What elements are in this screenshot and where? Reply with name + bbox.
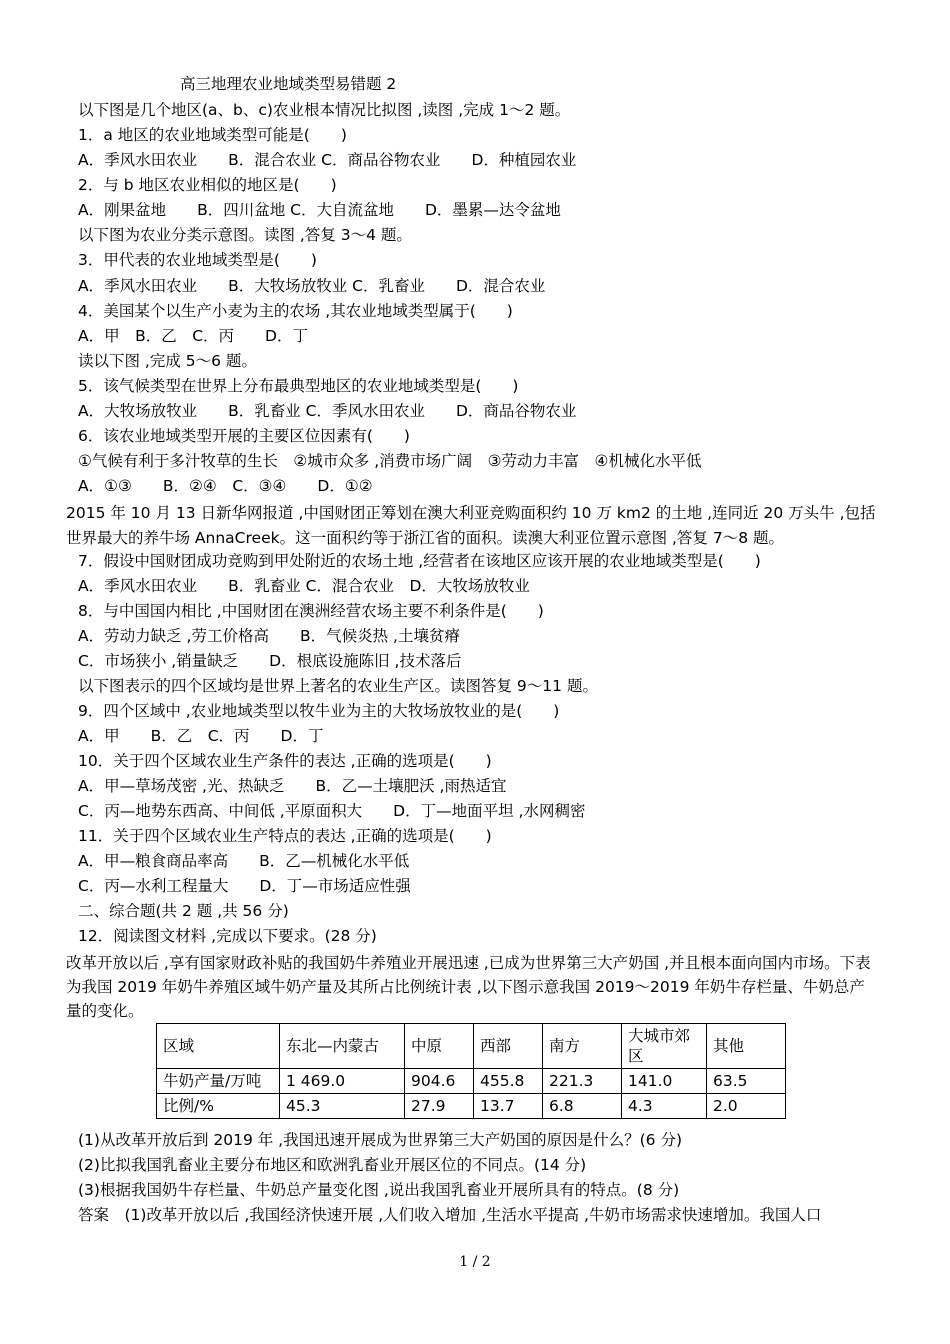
question-1: 1．a 地区的农业地域类型可能是( ) <box>78 126 347 144</box>
options-6: A．①③ B．②④ C．③④ D．①② <box>78 477 373 495</box>
question-11: 11．关于四个区域农业生产特点的表达 ,正确的选项是( ) <box>78 827 492 845</box>
table-header-cell: 其他 <box>707 1024 786 1069</box>
milk-stats-table <box>156 1023 786 1119</box>
question-2: 2．与 b 地区农业相似的地区是( ) <box>78 176 337 194</box>
table-cell: 比例/% <box>157 1094 280 1119</box>
section-heading: 二、综合题(共 2 题 ,共 56 分) <box>78 902 289 920</box>
question-5: 5．该气候类型在世界上分布最典型地区的农业地域类型是( ) <box>78 377 519 395</box>
table-header-cell: 东北—内蒙古 <box>280 1024 405 1069</box>
question-6: 6．该农业地域类型开展的主要区位因素有( ) <box>78 427 410 445</box>
table-header-cell: 西部 <box>474 1024 543 1069</box>
table-cell: 45.3 <box>280 1094 405 1119</box>
table-cell: 4.3 <box>622 1094 707 1119</box>
table-cell: 6.8 <box>543 1094 622 1119</box>
milk-paragraph: 改革开放以后 ,享有国家财政补贴的我国奶牛养殖业开展迅速 ,已成为世界第三大产奶国 ,并且根本面向国内市场。下表为我国 2019 年奶牛养殖区域牛奶产量及其所占比例统计表 ,以下图示意我国 2019～2019 年奶牛存栏量、牛奶总产量的变化。 <box>66 954 871 1020</box>
table-cell: 1 469.0 <box>280 1069 405 1094</box>
question-8: 8．与中国国内相比 ,中国财团在澳洲经营农场主要不利条件是( ) <box>78 602 544 620</box>
table-header-cell: 区域 <box>157 1024 280 1069</box>
options-9: A．甲 B．乙 C．丙 D．丁 <box>78 727 324 745</box>
table-cell: 221.3 <box>543 1069 622 1094</box>
document-title: 高三地理农业地域类型易错题 2 <box>180 75 397 93</box>
options-10a: A．甲—草场茂密 ,光、热缺乏 B．乙—土壤肥沃 ,雨热适宜 <box>78 777 507 795</box>
options-3: A．季风水田农业 B．大牧场放牧业 C．乳畜业 D．混合农业 <box>78 277 546 295</box>
text-line: 以下图是几个地区(a、b、c)农业根本情况比拟图 ,读图 ,完成 1～2 题。 <box>78 101 571 119</box>
options-7: A．季风水田农业 B．乳畜业 C．混合农业 D．大牧场放牧业 <box>78 577 530 595</box>
text-line: 以下图为农业分类示意图。读图 ,答复 3～4 题。 <box>78 226 412 244</box>
question-10: 10．关于四个区域农业生产条件的表达 ,正确的选项是( ) <box>78 752 492 770</box>
sub-question-3: (3)根据我国奶牛存栏量、牛奶总产量变化图 ,说出我国乳畜业开展所具有的特点。(8 分) <box>78 1181 680 1199</box>
table-row <box>157 1094 786 1119</box>
question-12: 12．阅读图文材料 ,完成以下要求。(28 分) <box>78 927 377 945</box>
question-9: 9．四个区域中 ,农业地域类型以牧牛业为主的大牧场放牧业的是( ) <box>78 702 560 720</box>
options-1: A．季风水田农业 B．混合农业 C．商品谷物农业 D．种植园农业 <box>78 151 577 169</box>
answer-text: 答案 (1)改革开放以后 ,我国经济快速开展 ,人们收入增加 ,生活水平提高 ,牛奶市场需求快速增加。我国人口 <box>78 1206 822 1224</box>
table-cell: 13.7 <box>474 1094 543 1119</box>
table-row <box>157 1069 786 1094</box>
sub-question-1: (1)从改革开放后到 2019 年 ,我国迅速开展成为世界第三大产奶国的原因是什么？(6 分) <box>78 1131 682 1149</box>
options-8b: C．市场狭小 ,销量缺乏 D．根底设施陈旧 ,技术落后 <box>78 652 462 670</box>
table-cell: 141.0 <box>622 1069 707 1094</box>
question-7: 7．假设中国财团成功竞购到甲处附近的农场土地 ,经营者在该地区应该开展的农业地域类型是( ) <box>78 552 761 570</box>
table-header-cell: 中原 <box>405 1024 474 1069</box>
question-3: 3．甲代表的农业地域类型是( ) <box>78 251 317 269</box>
table-cell: 904.6 <box>405 1069 474 1094</box>
options-11b: C．丙—水利工程量大 D．丁—市场适应性强 <box>78 877 411 895</box>
table-header-row <box>157 1024 786 1069</box>
options-8a: A．劳动力缺乏 ,劳工价格高 B．气候炎热 ,土壤贫瘠 <box>78 627 460 645</box>
options-11a: A．甲—粮食商品率高 B．乙—机械化水平低 <box>78 852 410 870</box>
table-header-cell: 大城市郊区 <box>622 1024 707 1069</box>
table-cell: 2.0 <box>707 1094 786 1119</box>
table-cell: 63.5 <box>707 1069 786 1094</box>
sub-question-2: (2)比拟我国乳畜业主要分布地区和欧洲乳畜业开展区位的不同点。(14 分) <box>78 1156 587 1174</box>
options-5: A．大牧场放牧业 B．乳畜业 C．季风水田农业 D．商品谷物农业 <box>78 402 577 420</box>
text-line: 读以下图 ,完成 5～6 题。 <box>78 352 257 370</box>
table-header-cell: 南方 <box>543 1024 622 1069</box>
question-4: 4．美国某个以生产小麦为主的农场 ,其农业地域类型属于( ) <box>78 302 513 320</box>
text-line: 以下图表示的四个区域均是世界上著名的农业生产区。读图答复 9～11 题。 <box>78 677 598 695</box>
page-number: 1 / 2 <box>459 1254 491 1270</box>
table-cell: 牛奶产量/万吨 <box>157 1069 280 1094</box>
options-10b: C．丙—地势东西高、中间低 ,平原面积大 D．丁—地面平坦 ,水网稠密 <box>78 802 586 820</box>
options-2: A．刚果盆地 B．四川盆地 C．大自流盆地 D．墨累—达令盆地 <box>78 201 561 219</box>
factor-list: ①气候有利于多汁牧草的生长 ②城市众多 ,消费市场广阔 ③劳动力丰富 ④机械化水平低 <box>78 452 702 470</box>
table-cell: 27.9 <box>405 1094 474 1119</box>
options-4: A．甲 B．乙 C．丙 D．丁 <box>78 327 308 345</box>
table-cell: 455.8 <box>474 1069 543 1094</box>
news-paragraph: 2015 年 10 月 13 日新华网报道 ,中国财团正筹划在澳大利亚竞购面积约 10 万 km2 的土地 ,连同近 20 万头牛 ,包括世界最大的养牛场 AnnaCreek。这一面积约等于浙江省的面积。读澳大利亚位置示意图 ,答复 7～8 题。 <box>66 504 876 547</box>
